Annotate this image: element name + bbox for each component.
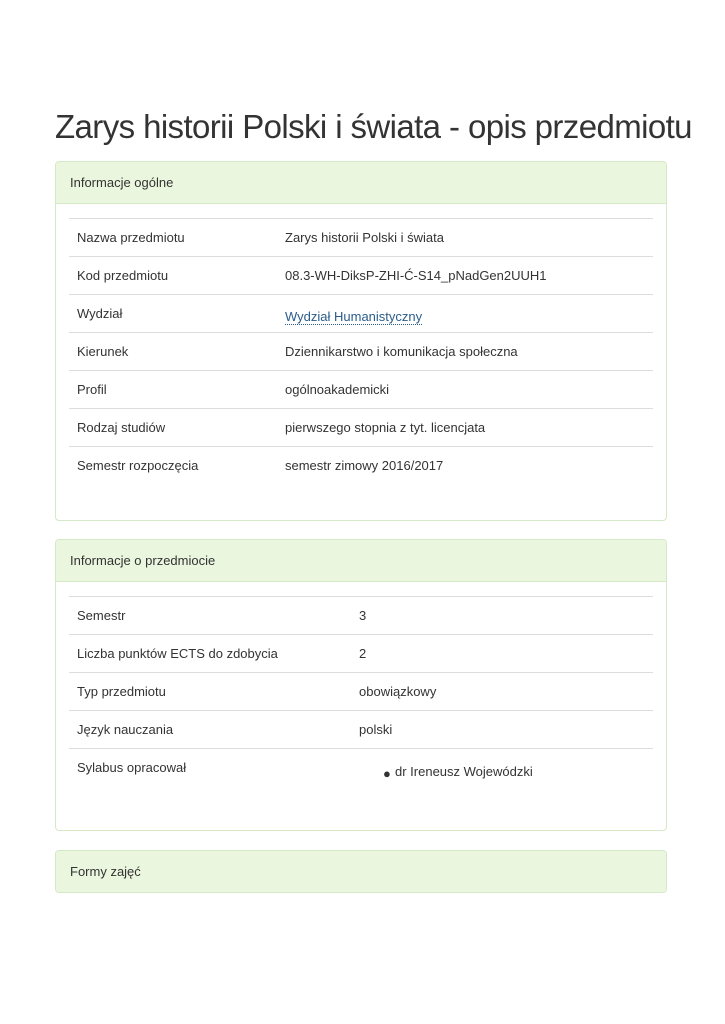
table-row xyxy=(69,371,653,409)
course-info-panel xyxy=(55,539,667,831)
row-label: Semestr rozpoczęcia xyxy=(69,447,277,485)
ects-value: 2 xyxy=(351,635,653,673)
faculty-cell xyxy=(277,295,653,333)
row-label: Liczba punktów ECTS do zdobycia xyxy=(69,635,351,673)
class-forms-panel xyxy=(55,850,667,893)
profile-value: ogólnoakademicki xyxy=(277,371,653,409)
row-label: Język nauczania xyxy=(69,711,351,749)
syllabus-authors-list xyxy=(359,760,645,779)
field-of-study-value: Dziennikarstwo i komunikacja społeczna xyxy=(277,333,653,371)
general-info-panel xyxy=(55,161,667,521)
semester-value: 3 xyxy=(351,597,653,635)
table-row xyxy=(69,257,653,295)
row-label: Nazwa przedmiotu xyxy=(69,219,277,257)
bullet-icon: ● xyxy=(383,766,391,781)
author-name: dr Ireneusz Wojewódzki xyxy=(395,764,533,779)
table-row xyxy=(69,295,653,333)
study-type-value: pierwszego stopnia z tyt. licencjata xyxy=(277,409,653,447)
course-info-heading: Informacje o przedmiocie xyxy=(56,540,666,582)
list-item xyxy=(383,760,645,781)
row-label: Kierunek xyxy=(69,333,277,371)
table-row xyxy=(69,673,653,711)
table-row xyxy=(69,447,653,485)
row-label: Sylabus opracował xyxy=(69,749,351,795)
language-value: polski xyxy=(351,711,653,749)
table-row xyxy=(69,333,653,371)
faculty-link[interactable]: Wydział Humanistyczny xyxy=(285,303,422,325)
row-label: Profil xyxy=(69,371,277,409)
page-title: Zarys historii Polski i świata - opis przedmiotu xyxy=(55,108,692,145)
class-forms-heading: Formy zajęć xyxy=(56,851,666,892)
row-label: Wydział xyxy=(69,295,277,333)
row-label: Kod przedmiotu xyxy=(69,257,277,295)
course-info-table xyxy=(69,596,653,795)
table-row xyxy=(69,749,653,795)
syllabus-authors-cell xyxy=(351,749,653,795)
row-label: Typ przedmiotu xyxy=(69,673,351,711)
general-info-heading: Informacje ogólne xyxy=(56,162,666,204)
table-row xyxy=(69,635,653,673)
table-row xyxy=(69,597,653,635)
table-row xyxy=(69,409,653,447)
start-semester-value: semestr zimowy 2016/2017 xyxy=(277,447,653,485)
course-code-value: 08.3-WH-DiksP-ZHI-Ć-S14_pNadGen2UUH1 xyxy=(277,257,653,295)
table-row xyxy=(69,711,653,749)
row-label: Rodzaj studiów xyxy=(69,409,277,447)
course-type-value: obowiązkowy xyxy=(351,673,653,711)
course-name-value: Zarys historii Polski i świata xyxy=(277,219,653,257)
table-row xyxy=(69,219,653,257)
general-info-table xyxy=(69,218,653,485)
row-label: Semestr xyxy=(69,597,351,635)
